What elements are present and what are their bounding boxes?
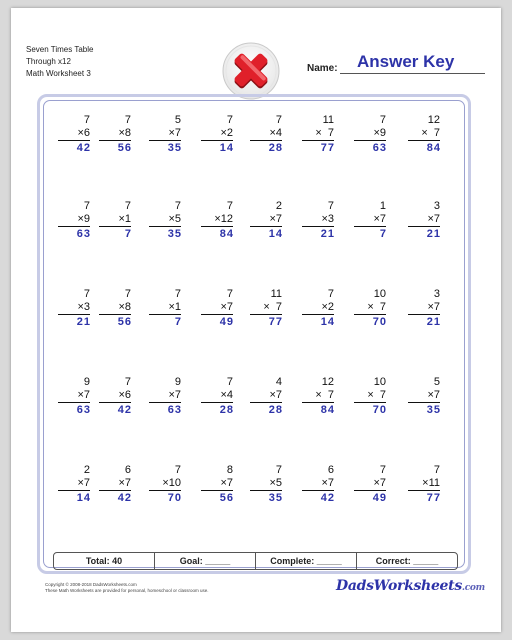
problem-answer: 84 — [426, 142, 441, 154]
problem-multiplier: ×5 — [250, 477, 282, 491]
problem-top-number: 11 — [322, 114, 334, 126]
problem-answer: 7 — [174, 316, 182, 328]
problem-item — [99, 376, 131, 418]
problem-multiplier: ×3 — [58, 301, 90, 315]
problem-item — [408, 464, 440, 506]
problem-item — [149, 376, 181, 418]
problem-top-number: 7 — [226, 200, 233, 212]
problem-item — [302, 464, 334, 506]
problem-item — [302, 376, 334, 418]
problem-answer: 84 — [219, 228, 234, 240]
problem-multiplier: × 7 — [354, 389, 386, 403]
problem-answer: 42 — [117, 492, 132, 504]
problem-top-number: 7 — [174, 200, 181, 212]
problem-item — [408, 376, 440, 418]
problem-top-number: 2 — [83, 464, 90, 476]
problem-item — [99, 288, 131, 330]
problem-multiplier: ×8 — [99, 301, 131, 315]
problem-multiplier: ×11 — [408, 477, 440, 491]
problem-answer: 42 — [117, 404, 132, 416]
problem-item — [201, 114, 233, 156]
problem-top-number: 7 — [124, 376, 131, 388]
problem-multiplier: × 7 — [250, 301, 282, 315]
problem-item — [149, 200, 181, 242]
problem-multiplier: × 7 — [408, 127, 440, 141]
problem-item — [250, 200, 282, 242]
problem-answer: 49 — [219, 316, 234, 328]
problem-answer: 28 — [219, 404, 234, 416]
problem-item — [149, 464, 181, 506]
problem-answer: 35 — [167, 142, 182, 154]
problem-top-number: 10 — [373, 376, 386, 388]
problem-multiplier: ×4 — [250, 127, 282, 141]
problem-top-number: 2 — [275, 200, 282, 212]
problem-top-number: 5 — [433, 376, 440, 388]
name-label: Name: — [307, 63, 338, 74]
problem-item — [58, 114, 90, 156]
problem-top-number: 12 — [321, 376, 334, 388]
problem-multiplier: ×2 — [302, 301, 334, 315]
problem-multiplier: × 7 — [302, 389, 334, 403]
problem-item — [99, 464, 131, 506]
problem-top-number: 7 — [174, 464, 181, 476]
problem-item — [201, 288, 233, 330]
problem-multiplier: ×7 — [408, 213, 440, 227]
problem-item — [250, 376, 282, 418]
problem-top-number: 4 — [275, 376, 282, 388]
problem-item — [302, 114, 334, 156]
problem-item — [149, 288, 181, 330]
problem-answer: 63 — [76, 404, 91, 416]
problem-answer: 21 — [76, 316, 91, 328]
problem-answer: 56 — [117, 142, 132, 154]
problem-item — [250, 464, 282, 506]
problem-item — [354, 376, 386, 418]
problem-item — [201, 376, 233, 418]
problem-answer: 14 — [320, 316, 335, 328]
problem-multiplier: ×1 — [99, 213, 131, 227]
problem-answer: 28 — [268, 404, 283, 416]
problem-multiplier: ×7 — [354, 213, 386, 227]
problem-item — [354, 288, 386, 330]
problem-top-number: 5 — [174, 114, 181, 126]
problem-answer: 35 — [426, 404, 441, 416]
problem-answer: 14 — [268, 228, 283, 240]
problem-top-number: 1 — [379, 200, 386, 212]
problem-answer: 42 — [76, 142, 91, 154]
problem-top-number: 7 — [379, 114, 386, 126]
problem-item — [99, 114, 131, 156]
problem-answer: 70 — [167, 492, 182, 504]
problem-top-number: 7 — [83, 288, 90, 300]
problem-multiplier: ×7 — [149, 127, 181, 141]
problem-item — [250, 288, 282, 330]
logo-suffix: .com — [461, 583, 485, 593]
problem-answer: 77 — [426, 492, 441, 504]
problem-answer: 63 — [372, 142, 387, 154]
problem-top-number: 8 — [226, 464, 233, 476]
problem-top-number: 7 — [379, 464, 386, 476]
problem-top-number: 7 — [124, 114, 131, 126]
footer-notice — [45, 582, 209, 594]
title-line-1: Seven Times Table — [26, 45, 94, 54]
problem-answer: 49 — [372, 492, 387, 504]
problem-answer: 70 — [372, 316, 387, 328]
problem-multiplier: ×7 — [408, 389, 440, 403]
problem-top-number: 7 — [83, 114, 90, 126]
problem-answer: 35 — [268, 492, 283, 504]
problem-top-number: 7 — [174, 288, 181, 300]
score-total: Total: 40 — [54, 553, 155, 569]
score-correct: Correct: _____ — [375, 556, 439, 566]
problem-multiplier: ×7 — [149, 389, 181, 403]
problem-multiplier: ×5 — [149, 213, 181, 227]
problem-top-number: 7 — [124, 200, 131, 212]
problem-answer: 14 — [219, 142, 234, 154]
problem-multiplier: ×7 — [58, 389, 90, 403]
logo-text: DadsWorksheets — [336, 578, 462, 594]
problem-top-number: 7 — [226, 376, 233, 388]
problem-item — [99, 200, 131, 242]
problem-answer: 77 — [268, 316, 283, 328]
problem-multiplier: ×7 — [201, 301, 233, 315]
problem-multiplier: × 7 — [302, 127, 334, 141]
problem-top-number: 11 — [270, 288, 282, 300]
title-line-2: Through x12 — [26, 57, 71, 66]
problem-multiplier: ×6 — [58, 127, 90, 141]
problem-answer: 7 — [379, 228, 387, 240]
problem-item — [408, 288, 440, 330]
problem-item — [201, 464, 233, 506]
problem-multiplier: ×1 — [149, 301, 181, 315]
problem-answer: 35 — [167, 228, 182, 240]
problem-multiplier: ×6 — [99, 389, 131, 403]
problem-answer: 14 — [76, 492, 91, 504]
problem-top-number: 3 — [433, 200, 440, 212]
problem-answer: 28 — [268, 142, 283, 154]
title-line-3: Math Worksheet 3 — [26, 69, 91, 78]
problem-item — [408, 200, 440, 242]
problem-answer: 77 — [320, 142, 335, 154]
site-logo — [336, 578, 485, 600]
problem-top-number: 7 — [83, 200, 90, 212]
problem-multiplier: ×12 — [201, 213, 233, 227]
problem-multiplier: ×7 — [58, 477, 90, 491]
problem-item — [58, 288, 90, 330]
problem-top-number: 7 — [275, 114, 282, 126]
problem-top-number: 12 — [427, 114, 440, 126]
problem-top-number: 7 — [433, 464, 440, 476]
problem-answer: 21 — [426, 316, 441, 328]
problem-item — [250, 114, 282, 156]
problem-item — [302, 200, 334, 242]
problem-answer: 63 — [167, 404, 182, 416]
problem-multiplier: ×9 — [58, 213, 90, 227]
problem-top-number: 10 — [373, 288, 386, 300]
problem-item — [201, 200, 233, 242]
problem-item — [408, 114, 440, 156]
problem-multiplier: ×9 — [354, 127, 386, 141]
problem-multiplier: ×7 — [354, 477, 386, 491]
problem-item — [302, 288, 334, 330]
problem-answer: 21 — [426, 228, 441, 240]
problem-item — [149, 114, 181, 156]
problem-multiplier: ×10 — [149, 477, 181, 491]
problem-answer: 70 — [372, 404, 387, 416]
problem-multiplier: ×8 — [99, 127, 131, 141]
problem-item — [58, 200, 90, 242]
footer-copyright: Copyright © 2008-2018 DadsWorksheets.com — [45, 582, 137, 587]
problem-answer: 56 — [219, 492, 234, 504]
problem-answer: 42 — [320, 492, 335, 504]
problem-top-number: 9 — [83, 376, 90, 388]
problem-top-number: 7 — [275, 464, 282, 476]
problem-multiplier: ×7 — [201, 477, 233, 491]
problem-answer: 7 — [124, 228, 132, 240]
problem-top-number: 6 — [327, 464, 334, 476]
problem-answer: 63 — [76, 228, 91, 240]
problem-answer: 21 — [320, 228, 335, 240]
problem-multiplier: ×7 — [99, 477, 131, 491]
problem-multiplier: ×2 — [201, 127, 233, 141]
problem-item — [58, 464, 90, 506]
problem-multiplier: ×3 — [302, 213, 334, 227]
problem-top-number: 7 — [124, 288, 131, 300]
problem-answer: 84 — [320, 404, 335, 416]
problem-multiplier: ×7 — [250, 389, 282, 403]
problem-item — [354, 464, 386, 506]
problem-top-number: 7 — [327, 200, 334, 212]
problem-multiplier: ×7 — [302, 477, 334, 491]
problem-answer: 56 — [117, 316, 132, 328]
score-bar — [53, 552, 458, 570]
problem-top-number: 3 — [433, 288, 440, 300]
problem-multiplier: ×7 — [250, 213, 282, 227]
problem-top-number: 9 — [174, 376, 181, 388]
answer-key-label: Answer Key — [357, 52, 455, 71]
problem-top-number: 7 — [327, 288, 334, 300]
problem-multiplier: × 7 — [354, 301, 386, 315]
problem-top-number: 7 — [226, 288, 233, 300]
score-goal: Goal: _____ — [155, 553, 256, 569]
problem-multiplier: ×4 — [201, 389, 233, 403]
problem-item — [354, 114, 386, 156]
problem-multiplier: ×7 — [408, 301, 440, 315]
problem-item — [58, 376, 90, 418]
problem-top-number: 6 — [124, 464, 131, 476]
problem-item — [354, 200, 386, 242]
problem-top-number: 7 — [226, 114, 233, 126]
footer-usage: These Math Worksheets are provided for personal, homeschool or classroom use. — [45, 588, 209, 593]
score-complete: Complete: _____ — [256, 553, 357, 569]
